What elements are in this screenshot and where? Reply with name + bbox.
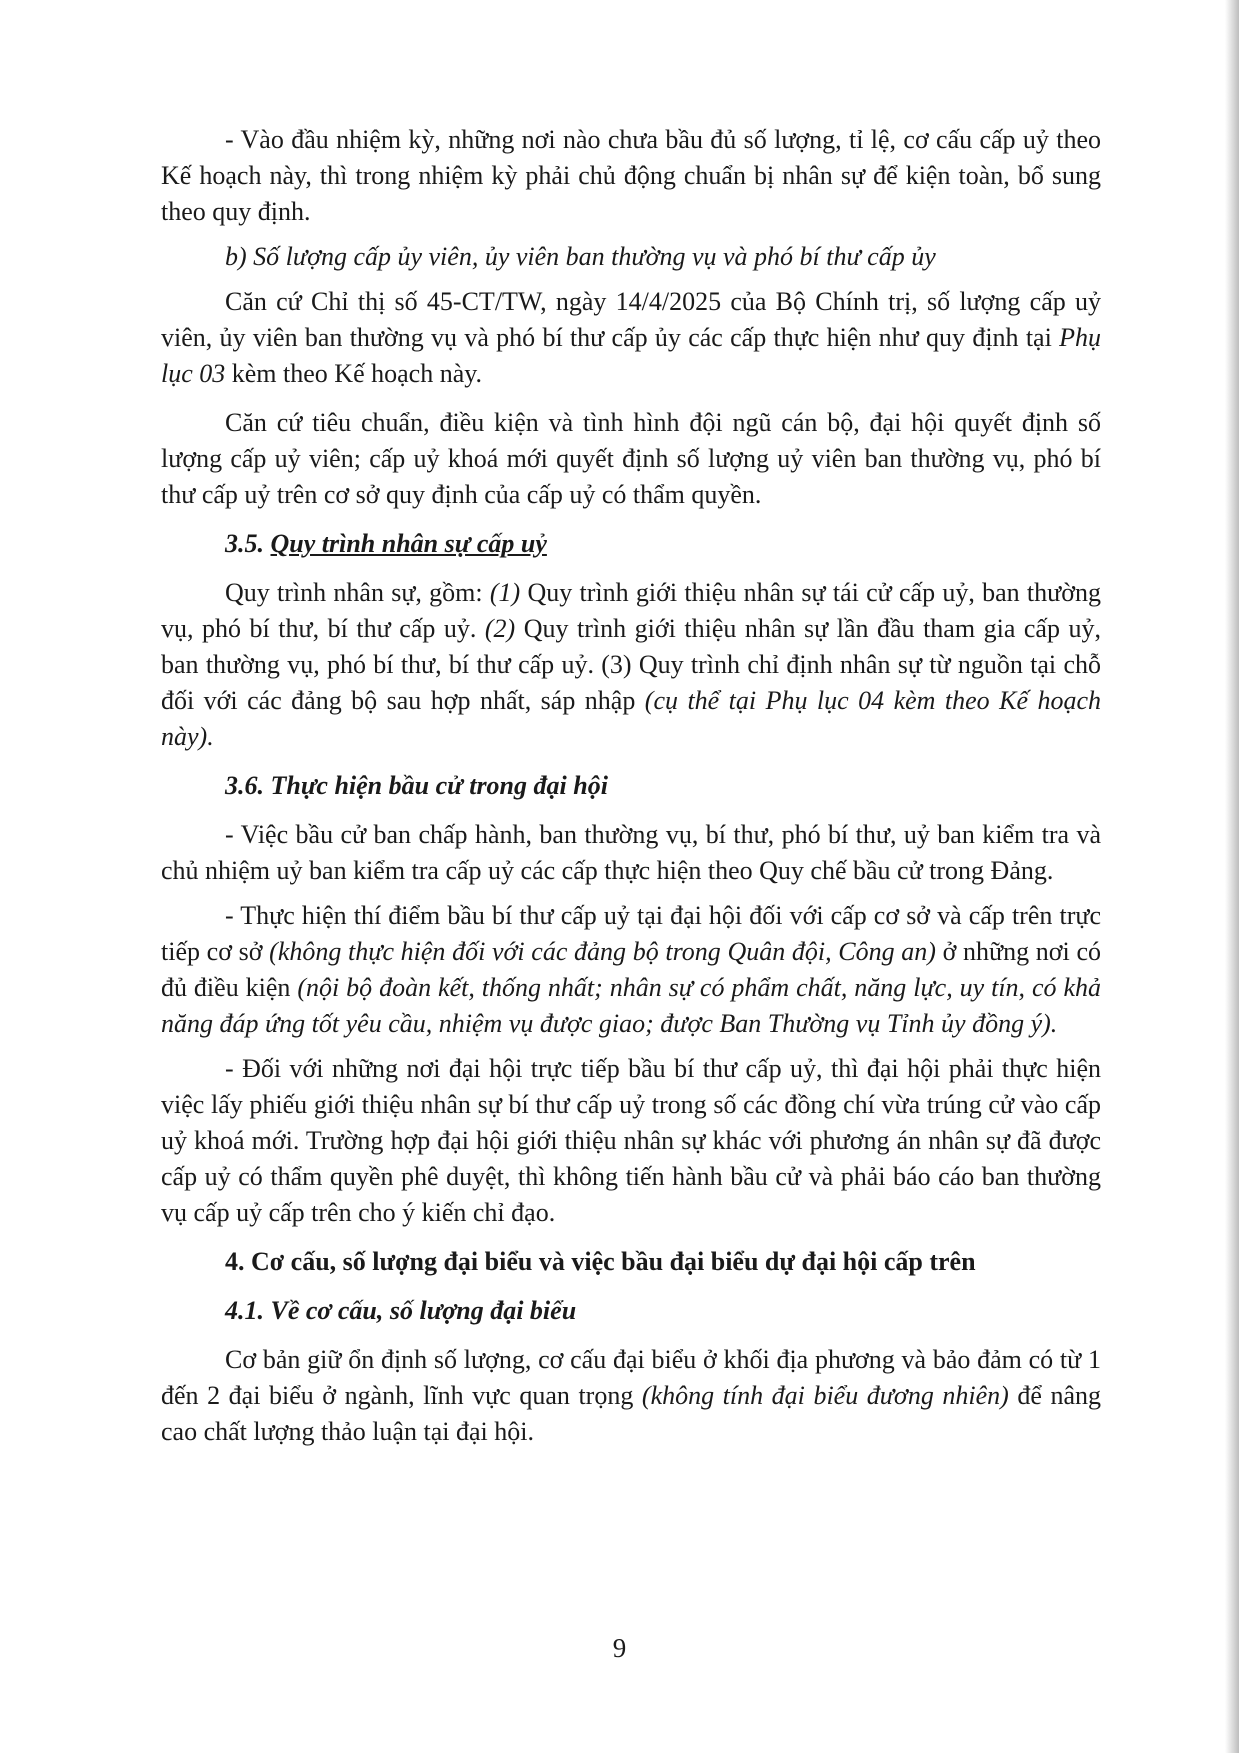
paragraph-criteria: Căn cứ tiêu chuẩn, điều kiện và tình hình đội ngũ cán bộ, đại hội quyết định số lượng cấp uỷ viên; cấp uỷ khoá mới quyết định số lượng uỷ viên ban thường vụ, phó bí thư cấp uỷ trên cơ sở quy định của cấp uỷ có thẩm quyền.: [161, 408, 1101, 509]
appendix-03-ref: Phụ lục 03: [161, 323, 1101, 388]
heading-3-6: 3.6. Thực hiện bầu cử trong đại hội: [225, 771, 608, 800]
paragraph-pilot-election: - Thực hiện thí điểm bầu bí thư cấp uỷ tại đại hội đối với cấp cơ sở và cấp trên trực tiếp cơ sở (không thực hiện đối với các đảng bộ trong Quân đội, Công an) ở những nơi có đủ điều kiện (nội bộ đoàn kết, thống nhất; nhân sự có phẩm chất, năng lực, uy tín, có khả năng đáp ứng tốt yêu cầu, nhiệm vụ được giao; được Ban Thường vụ Tỉnh ủy đồng ý).: [161, 901, 1101, 1038]
paragraph-personnel-process: Quy trình nhân sự, gồm: (1) Quy trình giới thiệu nhân sự tái cử cấp uỷ, ban thường vụ, phó bí thư, bí thư cấp uỷ. (2) Quy trình giới thiệu nhân sự lần đầu tham gia cấp uỷ, ban thường vụ, phó bí thư, bí thư cấp uỷ. (3) Quy trình chỉ định nhân sự từ nguồn tại chỗ đối với các đảng bộ sau hợp nhất, sáp nhập (cụ thể tại Phụ lục 04 kèm theo Kế hoạch này).: [161, 578, 1101, 751]
heading-4-1: 4.1. Về cơ cấu, số lượng đại biểu: [225, 1296, 577, 1325]
page-number: 9: [612, 1633, 627, 1663]
paragraph-delegate-structure: Cơ bản giữ ổn định số lượng, cơ cấu đại biểu ở khối địa phương và bảo đảm có từ 1 đến 2 đại biểu ở ngành, lĩnh vực quan trọng (không tính đại biểu đương nhiên) để nâng cao chất lượng thảo luận tại đại hội.: [161, 1345, 1101, 1446]
document-body: [161, 122, 1101, 1450]
paragraph-election-rules: - Việc bầu cử ban chấp hành, ban thường vụ, bí thư, phó bí thư, uỷ ban kiểm tra và chủ nhiệm uỷ ban kiểm tra cấp uỷ các cấp thực hiện theo Quy chế bầu cử trong Đảng.: [161, 820, 1101, 885]
heading-3-5: 3.5. Quy trình nhân sự cấp uỷ: [225, 529, 547, 558]
page-edge-shadow: [1225, 0, 1239, 1753]
paragraph-term-start: - Vào đầu nhiệm kỳ, những nơi nào chưa bầu đủ số lượng, tỉ lệ, cơ cấu cấp uỷ theo Kế hoạch này, thì trong nhiệm kỳ phải chủ động chuẩn bị nhân sự để kiện toàn, bổ sung theo quy định.: [161, 125, 1101, 226]
appendix-04-ref: (cụ thể tại Phụ lục 04 kèm theo Kế hoạch này).: [161, 686, 1101, 751]
heading-4: 4. Cơ cấu, số lượng đại biểu và việc bầu đại biểu dự đại hội cấp trên: [225, 1247, 976, 1276]
paragraph-directive-45: Căn cứ Chỉ thị số 45-CT/TW, ngày 14/4/2025 của Bộ Chính trị, số lượng cấp uỷ viên, ủy viên ban thường vụ và phó bí thư cấp ủy các cấp thực hiện như quy định tại Phụ lục 03 kèm theo Kế hoạch này.: [161, 287, 1101, 388]
subheading-b: b) Số lượng cấp ủy viên, ủy viên ban thường vụ và phó bí thư cấp ủy: [225, 242, 936, 271]
paragraph-direct-election: - Đối với những nơi đại hội trực tiếp bầu bí thư cấp uỷ, thì đại hội phải thực hiện việc lấy phiếu giới thiệu nhân sự bí thư cấp uỷ trong số các đồng chí vừa trúng cử vào cấp uỷ khoá mới. Trường hợp đại hội giới thiệu nhân sự khác với phương án nhân sự đã được cấp uỷ có thẩm quyền phê duyệt, thì không tiến hành bầu cử và phải báo cáo ban thường vụ cấp uỷ cấp trên cho ý kiến chỉ đạo.: [161, 1054, 1101, 1227]
